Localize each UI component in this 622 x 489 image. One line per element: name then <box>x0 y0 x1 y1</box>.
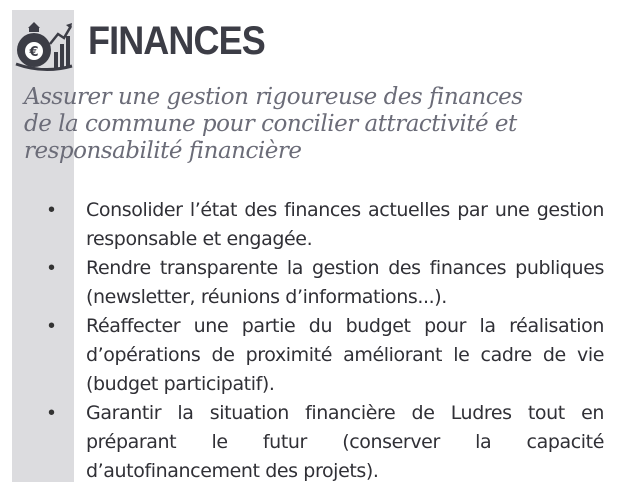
bullet-list <box>44 196 604 486</box>
svg-text:€: € <box>29 45 39 60</box>
list-item <box>44 312 604 399</box>
list-item <box>44 399 604 486</box>
bullet-text: Réaffecter une partie du budget pour la réalisation d’opérations de proximité améliorant le cadre de vie (budget participatif). <box>86 315 604 395</box>
bullet-text: Rendre transparente la gestion des finances publiques (newsletter, réunions d’informations...). <box>86 257 604 308</box>
subtitle-line: de la commune pour concilier attractivité et <box>24 111 517 137</box>
money-bag-growth-icon <box>14 14 74 74</box>
page-title: FINANCES <box>88 19 265 63</box>
subtitle <box>24 84 584 165</box>
bullet-dot: • <box>48 257 56 279</box>
bullet-dot: • <box>48 199 56 221</box>
bullet-dot: • <box>48 402 56 424</box>
subtitle-line: Assurer une gestion rigoureuse des finances <box>24 84 523 110</box>
bullet-text: Consolider l’état des finances actuelles par une gestion responsable et engagée. <box>86 199 604 250</box>
list-item <box>44 196 604 254</box>
bullet-dot: • <box>48 315 56 337</box>
subtitle-line: responsabilité financière <box>24 138 302 164</box>
bullet-text: Garantir la situation financière de Ludres tout en préparant le futur (conserver la capacité d’autofinancement des projets). <box>86 402 604 482</box>
list-item <box>44 254 604 312</box>
